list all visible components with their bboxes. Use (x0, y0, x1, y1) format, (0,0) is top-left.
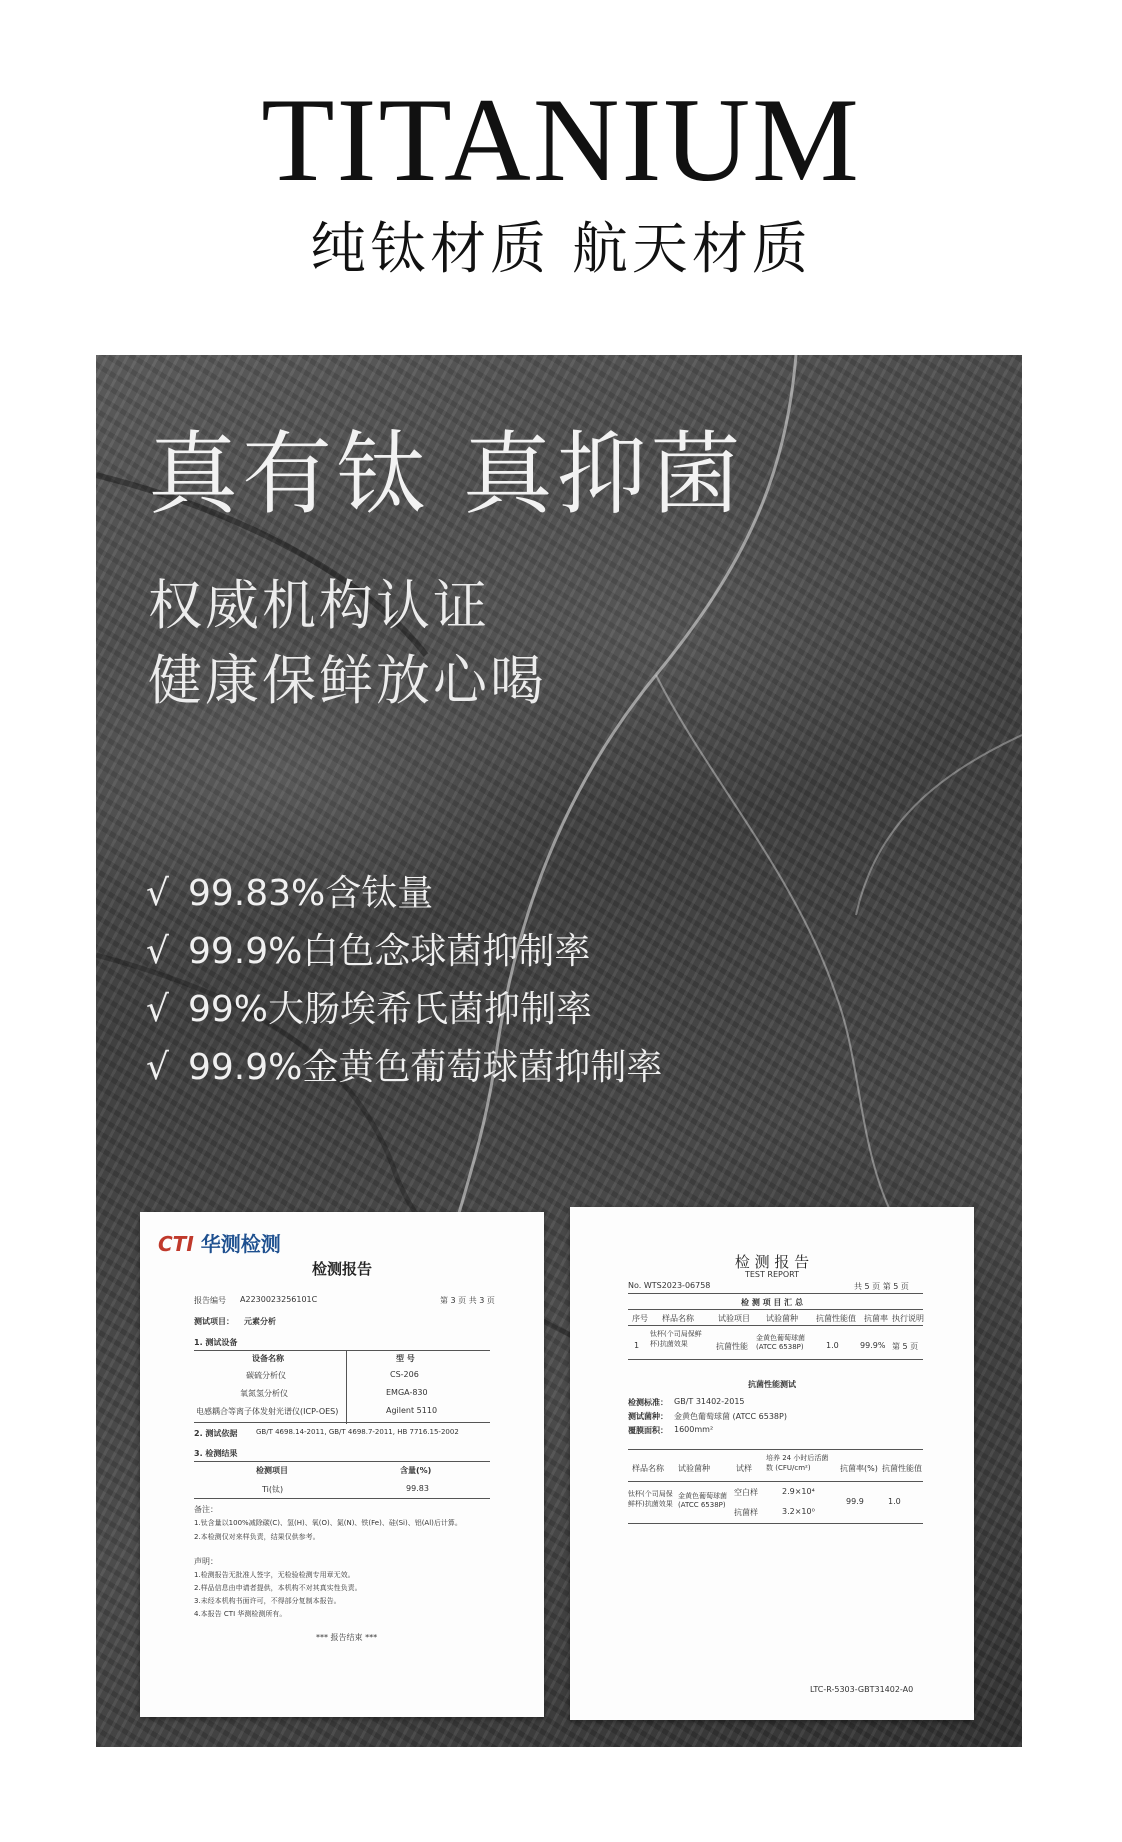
cti-test-report (140, 1212, 544, 1717)
report-no: No. WTS2023-06758 (628, 1281, 711, 1290)
result-antibacterial-value: 1.0 (888, 1497, 901, 1506)
summary-header: 试验项目 (718, 1314, 750, 1323)
equipment-model: EMGA-830 (386, 1388, 428, 1397)
report-title: 检测报告 (311, 1260, 372, 1278)
summary-cell: 钛杯(个司局保鲜杯)抗菌效果 (650, 1330, 702, 1348)
area-value: 1600mm² (674, 1425, 714, 1434)
result-header: 抗菌率(%) (840, 1464, 878, 1473)
result-specimen: 抗菌样 (734, 1508, 758, 1517)
col-content: 含量(%) (400, 1466, 432, 1475)
report-title-en: TEST REPORT (744, 1270, 800, 1279)
result-header: 试验菌种 (678, 1464, 710, 1473)
report-page: 第 3 页 共 3 页 (440, 1296, 495, 1305)
claim-text: 99.9%金黄色葡萄球菌抑制率 (188, 1047, 663, 1088)
report-end: *** 报告结束 *** (316, 1633, 378, 1642)
equipment-name: 电感耦合等离子体发射光谱仪(ICP-OES) (196, 1407, 339, 1416)
equipment-model: Agilent 5110 (386, 1406, 438, 1415)
report-pages: 共 5 页 第 5 页 (854, 1282, 909, 1291)
strain-label: 测试菌种： (628, 1412, 668, 1421)
note-label: 备注： (194, 1505, 218, 1514)
summary-title: 检 测 项 目 汇 总 (741, 1298, 803, 1307)
strain-value: 金黄色葡萄球菌 (ATCC 6538P) (674, 1412, 787, 1421)
page-title: TITANIUM (261, 73, 861, 206)
summary-header: 序号 (632, 1314, 648, 1323)
footer-code: LTC-R-5303-GBT31402-A0 (810, 1685, 914, 1694)
result-value: 99.83 (406, 1484, 429, 1493)
summary-header: 试验菌种 (766, 1314, 798, 1323)
result-rate: 99.9 (846, 1497, 864, 1506)
statement-line: 3.未经本机构书面许可，不得部分复制本报告。 (194, 1597, 341, 1605)
summary-cell: 1 (634, 1341, 640, 1350)
equipment-name: 氧氮氢分析仪 (240, 1389, 288, 1398)
basis-text: GB/T 4698.14-2011, GB/T 4698.7-2011, HB 7716.15-2002 (256, 1428, 459, 1436)
section-results: 3. 检测结果 (194, 1449, 238, 1458)
result-header: 抗菌性能值 (882, 1464, 922, 1473)
panel-headline: 真有钛 真抑菌 (148, 422, 745, 527)
equipment-model: CS-206 (390, 1370, 419, 1379)
summary-header: 样品名称 (662, 1314, 694, 1323)
section-basis: 2. 测试依据 (194, 1429, 238, 1438)
std-label: 检测标准： (628, 1398, 668, 1407)
claim-item (146, 865, 662, 923)
claim-item (146, 923, 662, 981)
panel-tagline-1: 权威机构认证 (148, 574, 490, 637)
std-value: GB/T 31402-2015 (674, 1397, 745, 1406)
summary-cell: 金黄色葡萄球菌(ATCC 6538P) (756, 1334, 805, 1351)
summary-header: 抗菌率 (864, 1314, 888, 1323)
test-title: 抗菌性能测试 (748, 1380, 796, 1389)
page-subtitle: 纯钛材质 航天材质 (310, 217, 812, 282)
panel-tagline-2: 健康保鲜放心喝 (148, 649, 547, 712)
antibacterial-test-report (570, 1207, 974, 1720)
statement-label: 声明： (194, 1557, 218, 1566)
summary-cell: 第 5 页 (892, 1342, 919, 1351)
result-header: 试样 (736, 1464, 752, 1473)
claim-item (146, 981, 662, 1039)
equipment-name: 碳硫分析仪 (246, 1371, 286, 1380)
result-specimen: 空白样 (734, 1488, 758, 1497)
note-line: 2.本检测仅对来样负责，结果仅供参考。 (194, 1533, 320, 1541)
result-count: 3.2×10⁰ (782, 1507, 815, 1516)
area-label: 覆膜面积： (628, 1426, 668, 1435)
stone-texture-panel (96, 355, 1022, 1747)
claim-text: 99%大肠埃希氏菌抑制率 (188, 989, 593, 1030)
summary-cell: 99.9% (860, 1341, 886, 1350)
statement-line: 4.本报告 CTI 华测检测所有。 (194, 1610, 287, 1618)
test-item-label: 测试项目： (194, 1317, 234, 1326)
check-icon: √ (146, 1047, 169, 1088)
statement-line: 1.检测报告无批准人签字，无检验检测专用章无效。 (194, 1571, 355, 1579)
summary-cell: 抗菌性能 (716, 1342, 748, 1351)
summary-header: 执行说明 (892, 1314, 924, 1323)
summary-cell: 1.0 (826, 1341, 839, 1350)
claim-item (146, 1039, 662, 1097)
section-equipment: 1. 测试设备 (194, 1338, 238, 1347)
result-header: 培养 24 小时后活菌数 (CFU/cm²) (766, 1454, 829, 1472)
cti-logo: CTI 华测检测 (158, 1232, 281, 1256)
claims-list (146, 865, 662, 1097)
col-equipment: 设备名称 (252, 1354, 284, 1363)
check-icon: √ (146, 873, 169, 914)
test-item-value: 元素分析 (244, 1317, 276, 1326)
result-element: Ti(钛) (262, 1485, 284, 1494)
claim-text: 99.83%含钛量 (188, 873, 434, 914)
result-header: 样品名称 (632, 1464, 664, 1473)
claim-text: 99.9%白色念球菌抑制率 (188, 931, 591, 972)
statement-line: 2.样品信息由申请者提供，本机构不对其真实性负责。 (194, 1584, 362, 1592)
check-icon: √ (146, 931, 169, 972)
result-count: 2.9×10⁴ (782, 1487, 815, 1496)
col-element: 检测项目 (256, 1466, 288, 1475)
summary-header: 抗菌性能值 (816, 1314, 856, 1323)
result-strain: 金黄色葡萄球菌(ATCC 6538P) (678, 1492, 727, 1509)
report-title: 检 测 报 告 (734, 1253, 810, 1271)
col-model: 型 号 (396, 1354, 415, 1363)
report-no: A2230023256101C (240, 1295, 318, 1304)
check-icon: √ (146, 989, 169, 1030)
note-line: 1.钛含量以100%减除碳(C)、氢(H)、氧(O)、氮(N)、铁(Fe)、硅(Si)、铝(Al)后计算。 (194, 1519, 462, 1527)
result-sample: 钛杯(个司局保鲜杯)抗菌效果 (628, 1490, 673, 1508)
report-no-label: 报告编号 (194, 1296, 226, 1305)
